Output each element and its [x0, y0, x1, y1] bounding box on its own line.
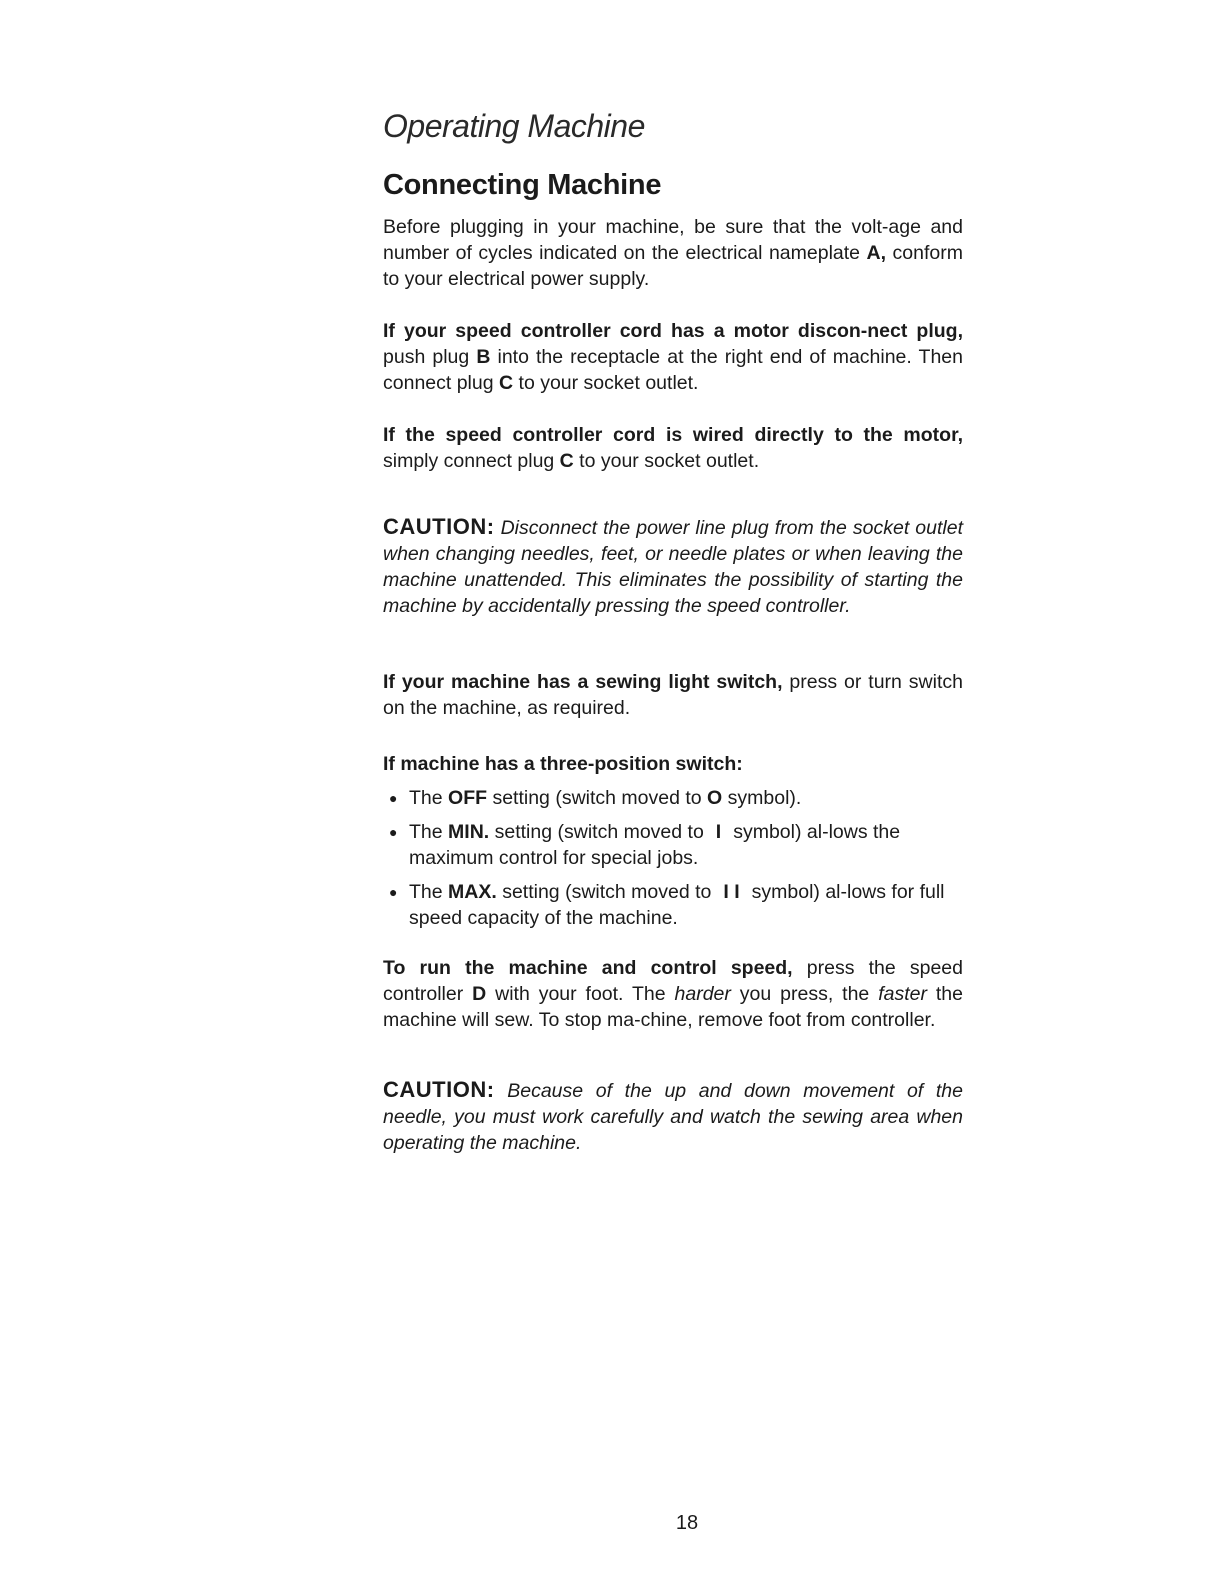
switch-symbol: I [715, 821, 722, 843]
p4-bold-lead: If your machine has a sewing light switch, [383, 671, 783, 693]
item-text: symbol) al-lows the maximum control for special jobs. [409, 821, 901, 869]
page-heading: Connecting Machine [383, 169, 662, 201]
p2-text-2: into the receptacle at the right end of machine. Then connect plug [383, 346, 963, 394]
bullet-icon: ● [389, 824, 398, 840]
setting-name: OFF [448, 787, 488, 809]
caution-unplug [383, 514, 963, 619]
setting-name: MIN. [448, 821, 490, 843]
p5-bold-lead: To run the machine and control speed, [383, 957, 793, 979]
page-number: 18 [675, 1512, 699, 1534]
speed-control-paragraph [383, 955, 963, 1033]
caution-text: Disconnect the power line plug from the socket outlet when changing needles, feet, or needle plates or when leaving the machine unattended. This eliminates the possibility of starting the machine by accidentally pressing the speed controller. [383, 517, 963, 617]
list-item [383, 819, 963, 871]
light-switch-paragraph [383, 669, 963, 721]
switch-lead: If machine has a three-position switch: [383, 753, 743, 775]
item-text: symbol). [722, 787, 802, 809]
item-text: setting (switch moved to [496, 881, 712, 903]
manual-page [383, 108, 963, 1182]
p2-bold-lead: If your speed controller cord has a motor discon-nect plug, [383, 320, 963, 342]
p2-bold-b: B [476, 346, 491, 368]
p1-text-pre: Before plugging in your machine, be sure that the volt-age and number of cycles indicated on the electrical nameplate [383, 216, 963, 264]
voltage-paragraph [383, 214, 963, 292]
p5-text: the machine will sew. To stop ma-chine, remove foot from controller. [383, 983, 963, 1031]
p5-text: you press, the [730, 983, 879, 1005]
p1-text-post: conform to your electrical power supply. [383, 242, 964, 290]
disconnect-plug-paragraph [383, 318, 963, 396]
p3-bold-c: C [559, 450, 574, 472]
section-title: Operating Machine [383, 108, 645, 144]
caution-label: CAUTION: [383, 514, 495, 539]
bullet-icon: ● [389, 884, 398, 900]
item-text: symbol) al-lows for full speed capacity of the machine. [409, 881, 945, 929]
p5-bold-d: D [472, 983, 487, 1005]
setting-name: MAX. [448, 881, 497, 903]
wired-directly-paragraph [383, 422, 963, 474]
p2-bold-c: C [499, 372, 514, 394]
p2-text-1: push plug [383, 346, 477, 368]
caution-needle [383, 1077, 963, 1156]
list-item [383, 785, 963, 811]
three-position-switch [383, 751, 963, 931]
p5-text: press the speed controller [383, 957, 963, 1005]
caution-label: CAUTION: [383, 1077, 495, 1102]
item-text: The [409, 881, 449, 903]
p5-italic-harder: harder [674, 983, 731, 1005]
item-text: setting (switch moved to [487, 787, 708, 809]
switch-symbol: O [707, 787, 723, 809]
p4-text: press or turn switch on the machine, as required. [383, 671, 963, 719]
item-text: The [409, 821, 449, 843]
p3-text-2: to your socket outlet. [573, 450, 760, 472]
p3-text-1: simply connect plug [383, 450, 560, 472]
p1-bold-a: A, [866, 242, 887, 264]
p5-text: with your foot. The [486, 983, 675, 1005]
bullet-icon: ● [389, 790, 398, 806]
caution-text: Because of the up and down movement of the needle, you must work carefully and watch the sewing area when operating the machine. [383, 1080, 963, 1154]
switch-settings-list [383, 785, 963, 931]
list-item [383, 879, 963, 931]
p5-italic-faster: faster [878, 983, 927, 1005]
item-text: The [409, 787, 449, 809]
item-text: setting (switch moved to [489, 821, 704, 843]
switch-symbol: I I [723, 881, 740, 903]
p3-bold-lead: If the speed controller cord is wired directly to the motor, [383, 424, 963, 446]
p2-text-3: to your socket outlet. [513, 372, 699, 394]
